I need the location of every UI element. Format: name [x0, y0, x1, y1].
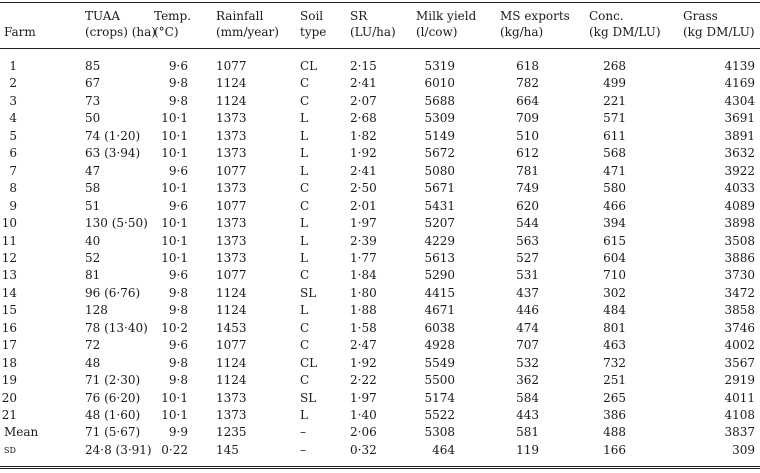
cell-sr: 2·15	[350, 59, 377, 73]
cell-temp: 9·8	[168, 303, 188, 318]
cell-conc: 488	[603, 425, 626, 440]
cell-sr: 1·58	[350, 320, 377, 335]
cell-tuaa: 78 (13·40)	[85, 320, 148, 335]
cell-ms-exports: 119	[516, 442, 539, 457]
cell-farm: 14	[1, 285, 17, 300]
cell-grass: 3922	[724, 163, 755, 178]
cell-conc: 801	[603, 320, 626, 335]
cell-tuaa: 81	[85, 268, 101, 283]
cell-conc: 568	[603, 146, 626, 161]
cell-soil-type: C	[300, 181, 310, 196]
header-temp: Temp. (°C)	[154, 9, 192, 39]
cell-milk-yield: 6038	[424, 320, 455, 335]
cell-farm: 11	[1, 233, 17, 248]
table-row	[0, 92, 760, 110]
cell-soil-type: L	[300, 303, 308, 318]
cell-milk-yield: 5308	[424, 425, 455, 440]
cell-farm: 3	[9, 93, 17, 108]
cell-milk-yield: 4671	[424, 303, 455, 318]
cell-temp: 10·1	[161, 128, 188, 143]
cell-tuaa: 58	[85, 181, 101, 196]
cell-rainfall: 1373	[216, 181, 247, 196]
cell-rainfall: 1124	[216, 93, 247, 108]
cell-farm: 12	[1, 250, 17, 265]
table-row	[0, 249, 760, 267]
cell-sr: 2·07	[350, 93, 377, 108]
cell-tuaa: 50	[85, 111, 101, 126]
cell-sr: 2·50	[350, 181, 377, 196]
cell-tuaa: 96 (6·76)	[85, 285, 141, 300]
cell-ms-exports: 532	[516, 355, 539, 370]
cell-sr: 2·47	[350, 338, 377, 353]
bottom-double-rule	[0, 466, 760, 469]
cell-farm: 2	[9, 76, 17, 91]
table-row	[0, 109, 760, 127]
cell-milk-yield: 5290	[424, 268, 455, 283]
cell-rainfall: 1453	[216, 320, 247, 335]
cell-soil-type: –	[300, 425, 306, 440]
cell-grass: 4002	[724, 338, 755, 353]
cell-sr: 1·77	[350, 250, 377, 265]
cell-tuaa: 52	[85, 250, 101, 265]
cell-tuaa: 47	[85, 163, 101, 178]
cell-milk-yield: 464	[432, 442, 455, 457]
table-row	[0, 232, 760, 250]
cell-grass: 4304	[724, 93, 755, 108]
header-rule	[0, 48, 760, 49]
cell-farm: 6	[9, 146, 17, 161]
cell-temp: 10·2	[161, 320, 188, 335]
cell-ms-exports: 664	[516, 93, 539, 108]
cell-temp: 10·1	[161, 408, 188, 422]
cell-temp: 9·6	[168, 338, 188, 353]
header-grass: Grass (kg DM/LU)	[683, 9, 755, 39]
table-row	[0, 74, 760, 92]
cell-soil-type: C	[300, 76, 310, 91]
cell-sr: 2·22	[350, 373, 377, 388]
cell-tuaa: 128	[85, 303, 108, 318]
cell-milk-yield: 5319	[424, 59, 455, 73]
cell-rainfall: 145	[216, 442, 239, 457]
cell-tuaa: 40	[85, 233, 101, 248]
cell-milk-yield: 5522	[424, 408, 455, 422]
cell-tuaa: 71 (2·30)	[85, 373, 141, 388]
cell-ms-exports: 709	[516, 111, 539, 126]
cell-sr: 2·06	[350, 425, 377, 440]
header-rainfall: Rainfall (mm/year)	[216, 9, 279, 39]
cell-grass: 3730	[724, 268, 755, 283]
cell-tuaa: 63 (3·94)	[85, 146, 141, 161]
cell-soil-type: SL	[300, 285, 317, 300]
cell-temp: 10·1	[161, 181, 188, 196]
cell-tuaa: 130 (5·50)	[85, 216, 148, 231]
cell-milk-yield: 5672	[424, 146, 455, 161]
cell-rainfall: 1124	[216, 303, 247, 318]
cell-tuaa: 72	[85, 338, 101, 353]
cell-conc: 265	[603, 390, 626, 405]
cell-grass: 4139	[724, 59, 755, 73]
cell-ms-exports: 782	[516, 76, 539, 91]
table-row	[0, 336, 760, 354]
table-row	[0, 197, 760, 215]
cell-conc: 604	[603, 250, 626, 265]
cell-conc: 499	[603, 76, 626, 91]
cell-soil-type: L	[300, 163, 308, 178]
cell-farm: 5	[9, 128, 17, 143]
header-ms-exports: MS exports (kg/ha)	[500, 9, 570, 39]
cell-temp: 9·6	[168, 163, 188, 178]
cell-grass: 3886	[724, 250, 755, 265]
cell-sr: 1·97	[350, 390, 377, 405]
header-farm: Farm	[4, 25, 36, 39]
cell-milk-yield: 4229	[424, 233, 455, 248]
cell-grass: 4089	[724, 198, 755, 213]
cell-rainfall: 1124	[216, 373, 247, 388]
cell-soil-type: L	[300, 128, 308, 143]
cell-temp: 10·1	[161, 250, 188, 265]
cell-farm: 16	[1, 320, 17, 335]
cell-soil-type: C	[300, 320, 310, 335]
cell-ms-exports: 584	[516, 390, 539, 405]
header-sr: SR (LU/ha)	[350, 9, 396, 39]
cell-soil-type: L	[300, 216, 308, 231]
cell-tuaa: 48 (1·60)	[85, 408, 141, 422]
cell-temp: 9·6	[168, 268, 188, 283]
table-row	[0, 162, 760, 180]
table-row	[0, 144, 760, 162]
cell-farm: 1	[9, 59, 17, 73]
header-conc: Conc. (kg DM/LU)	[589, 9, 661, 39]
cell-milk-yield: 5149	[424, 128, 455, 143]
cell-farm: 18	[1, 355, 17, 370]
cell-sr: 1·92	[350, 355, 377, 370]
cell-sr: 1·97	[350, 216, 377, 231]
cell-conc: 710	[603, 268, 626, 283]
cell-conc: 471	[603, 163, 626, 178]
cell-conc: 611	[603, 128, 626, 143]
cell-ms-exports: 620	[516, 198, 539, 213]
cell-temp: 9·6	[168, 59, 188, 73]
cell-grass: 2919	[724, 373, 755, 388]
cell-milk-yield: 5549	[424, 355, 455, 370]
cell-grass: 4169	[724, 76, 755, 91]
cell-rainfall: 1124	[216, 355, 247, 370]
cell-rainfall: 1373	[216, 216, 247, 231]
cell-grass: 309	[732, 442, 755, 457]
cell-tuaa: 67	[85, 76, 101, 91]
cell-soil-type: C	[300, 198, 310, 213]
cell-rainfall: 1077	[216, 163, 247, 178]
cell-conc: 394	[603, 216, 626, 231]
table-row	[0, 406, 760, 424]
table-row	[0, 266, 760, 284]
cell-grass: 3472	[724, 285, 755, 300]
cell-rainfall: 1077	[216, 198, 247, 213]
cell-farm: 9	[9, 198, 17, 213]
cell-sr: 2·68	[350, 111, 377, 126]
cell-farm: 13	[1, 268, 17, 283]
cell-temp: 10·1	[161, 233, 188, 248]
cell-temp: 0·22	[161, 442, 188, 457]
cell-tuaa: 71 (5·67)	[85, 425, 141, 440]
cell-conc: 615	[603, 233, 626, 248]
cell-conc: 466	[603, 198, 626, 213]
table-row	[0, 423, 760, 441]
cell-conc: 221	[603, 93, 626, 108]
cell-temp: 10·1	[161, 216, 188, 231]
cell-soil-type: L	[300, 408, 308, 422]
cell-farm: 15	[1, 303, 17, 318]
cell-ms-exports: 362	[516, 373, 539, 388]
table-row	[0, 389, 760, 407]
cell-ms-exports: 474	[516, 320, 539, 335]
cell-milk-yield: 5688	[424, 93, 455, 108]
cell-grass: 3891	[724, 128, 755, 143]
cell-sr: 1·84	[350, 268, 377, 283]
cell-rainfall: 1373	[216, 128, 247, 143]
cell-tuaa: 76 (6·20)	[85, 390, 141, 405]
header-milk-yield: Milk yield (l/cow)	[416, 9, 477, 39]
table-row	[0, 57, 760, 75]
cell-sr: 1·88	[350, 303, 377, 318]
cell-milk-yield: 5671	[424, 181, 455, 196]
cell-rainfall: 1077	[216, 338, 247, 353]
cell-temp: 9·8	[168, 76, 188, 91]
cell-soil-type: L	[300, 146, 308, 161]
cell-temp: 9·8	[168, 355, 188, 370]
table-row	[0, 179, 760, 197]
cell-grass: 3898	[724, 216, 755, 231]
cell-grass: 3567	[724, 355, 755, 370]
cell-rainfall: 1373	[216, 390, 247, 405]
cell-temp: 9·8	[168, 93, 188, 108]
cell-temp: 10·1	[161, 390, 188, 405]
cell-grass: 3691	[724, 111, 755, 126]
cell-milk-yield: 4415	[424, 285, 455, 300]
cell-grass: 3746	[724, 320, 755, 335]
cell-milk-yield: 5174	[424, 390, 455, 405]
table-row	[0, 127, 760, 145]
cell-ms-exports: 707	[516, 338, 539, 353]
cell-milk-yield: 5080	[424, 163, 455, 178]
cell-milk-yield: 5207	[424, 216, 455, 231]
table-row	[0, 354, 760, 372]
cell-rainfall: 1124	[216, 76, 247, 91]
cell-conc: 484	[603, 303, 626, 318]
cell-soil-type: L	[300, 233, 308, 248]
cell-conc: 732	[603, 355, 626, 370]
cell-milk-yield: 6010	[424, 76, 455, 91]
cell-conc: 166	[603, 442, 626, 457]
cell-ms-exports: 781	[516, 163, 539, 178]
cell-ms-exports: 749	[516, 181, 539, 196]
cell-tuaa: 85	[85, 59, 101, 73]
cell-tuaa: 74 (1·20)	[85, 128, 141, 143]
cell-farm: 17	[1, 338, 17, 353]
table-row	[0, 214, 760, 232]
cell-soil-type: C	[300, 268, 310, 283]
cell-farm: 4	[9, 111, 17, 126]
cell-sr: 2·01	[350, 198, 377, 213]
cell-rainfall: 1373	[216, 250, 247, 265]
cell-milk-yield: 5613	[424, 250, 455, 265]
cell-temp: 9·8	[168, 373, 188, 388]
cell-conc: 268	[603, 59, 626, 73]
cell-rainfall: 1077	[216, 268, 247, 283]
cell-farm: sd	[4, 442, 16, 456]
cell-tuaa: 51	[85, 198, 101, 213]
cell-farm: 19	[1, 373, 17, 388]
cell-grass: 3632	[724, 146, 755, 161]
cell-ms-exports: 446	[516, 303, 539, 318]
cell-ms-exports: 443	[516, 408, 539, 422]
cell-ms-exports: 531	[516, 268, 539, 283]
cell-soil-type: CL	[300, 59, 318, 73]
cell-temp: 9·8	[168, 285, 188, 300]
cell-tuaa: 73	[85, 93, 101, 108]
cell-milk-yield: 5431	[424, 198, 455, 213]
cell-temp: 9·9	[168, 425, 188, 440]
cell-soil-type: –	[300, 442, 306, 457]
cell-farm: 21	[1, 408, 17, 422]
cell-sr: 2·41	[350, 163, 377, 178]
cell-rainfall: 1373	[216, 408, 247, 422]
cell-milk-yield: 5500	[424, 373, 455, 388]
cell-soil-type: L	[300, 250, 308, 265]
top-rule	[0, 2, 760, 3]
cell-sr: 0·32	[350, 442, 377, 457]
cell-farm: 7	[9, 163, 17, 178]
cell-soil-type: L	[300, 111, 308, 126]
cell-rainfall: 1235	[216, 425, 247, 440]
cell-sr: 1·82	[350, 128, 377, 143]
cell-soil-type: C	[300, 373, 310, 388]
cell-sr: 1·80	[350, 285, 377, 300]
cell-sr: 1·92	[350, 146, 377, 161]
cell-grass: 4108	[724, 408, 755, 422]
cell-ms-exports: 581	[516, 425, 539, 440]
table-row	[0, 301, 760, 319]
cell-soil-type: C	[300, 338, 310, 353]
table-row	[0, 284, 760, 302]
cell-soil-type: SL	[300, 390, 317, 405]
cell-milk-yield: 4928	[424, 338, 455, 353]
cell-farm: 8	[9, 181, 17, 196]
cell-soil-type: CL	[300, 355, 318, 370]
cell-ms-exports: 618	[516, 59, 539, 73]
cell-grass: 4033	[724, 181, 755, 196]
cell-rainfall: 1373	[216, 111, 247, 126]
cell-ms-exports: 544	[516, 216, 539, 231]
cell-grass: 3508	[724, 233, 755, 248]
cell-conc: 251	[603, 373, 626, 388]
cell-grass: 3858	[724, 303, 755, 318]
cell-grass: 3837	[724, 425, 755, 440]
cell-conc: 302	[603, 285, 626, 300]
cell-sr: 2·39	[350, 233, 377, 248]
cell-rainfall: 1077	[216, 59, 247, 73]
cell-tuaa: 48	[85, 355, 101, 370]
cell-ms-exports: 510	[516, 128, 539, 143]
cell-rainfall: 1124	[216, 285, 247, 300]
cell-temp: 10·1	[161, 111, 188, 126]
cell-temp: 9·6	[168, 198, 188, 213]
table-row	[0, 441, 760, 459]
cell-conc: 386	[603, 408, 626, 422]
cell-ms-exports: 527	[516, 250, 539, 265]
cell-grass: 4011	[724, 390, 755, 405]
cell-sr: 2·41	[350, 76, 377, 91]
table-row	[0, 371, 760, 389]
cell-rainfall: 1373	[216, 233, 247, 248]
cell-conc: 463	[603, 338, 626, 353]
cell-temp: 10·1	[161, 146, 188, 161]
cell-farm: Mean	[4, 425, 39, 440]
cell-sr: 1·40	[350, 408, 377, 422]
cell-ms-exports: 612	[516, 146, 539, 161]
header-soil: Soil type	[300, 9, 327, 39]
cell-ms-exports: 437	[516, 285, 539, 300]
cell-soil-type: C	[300, 93, 310, 108]
cell-ms-exports: 563	[516, 233, 539, 248]
cell-farm: 10	[1, 216, 17, 231]
cell-conc: 571	[603, 111, 626, 126]
cell-tuaa: 24·8 (3·91)	[85, 442, 152, 457]
cell-conc: 580	[603, 181, 626, 196]
table-row	[0, 319, 760, 337]
cell-milk-yield: 5309	[424, 111, 455, 126]
cell-rainfall: 1373	[216, 146, 247, 161]
header-tuaa: TUAA (crops) (ha)	[85, 9, 156, 39]
cell-farm: 20	[1, 390, 17, 405]
